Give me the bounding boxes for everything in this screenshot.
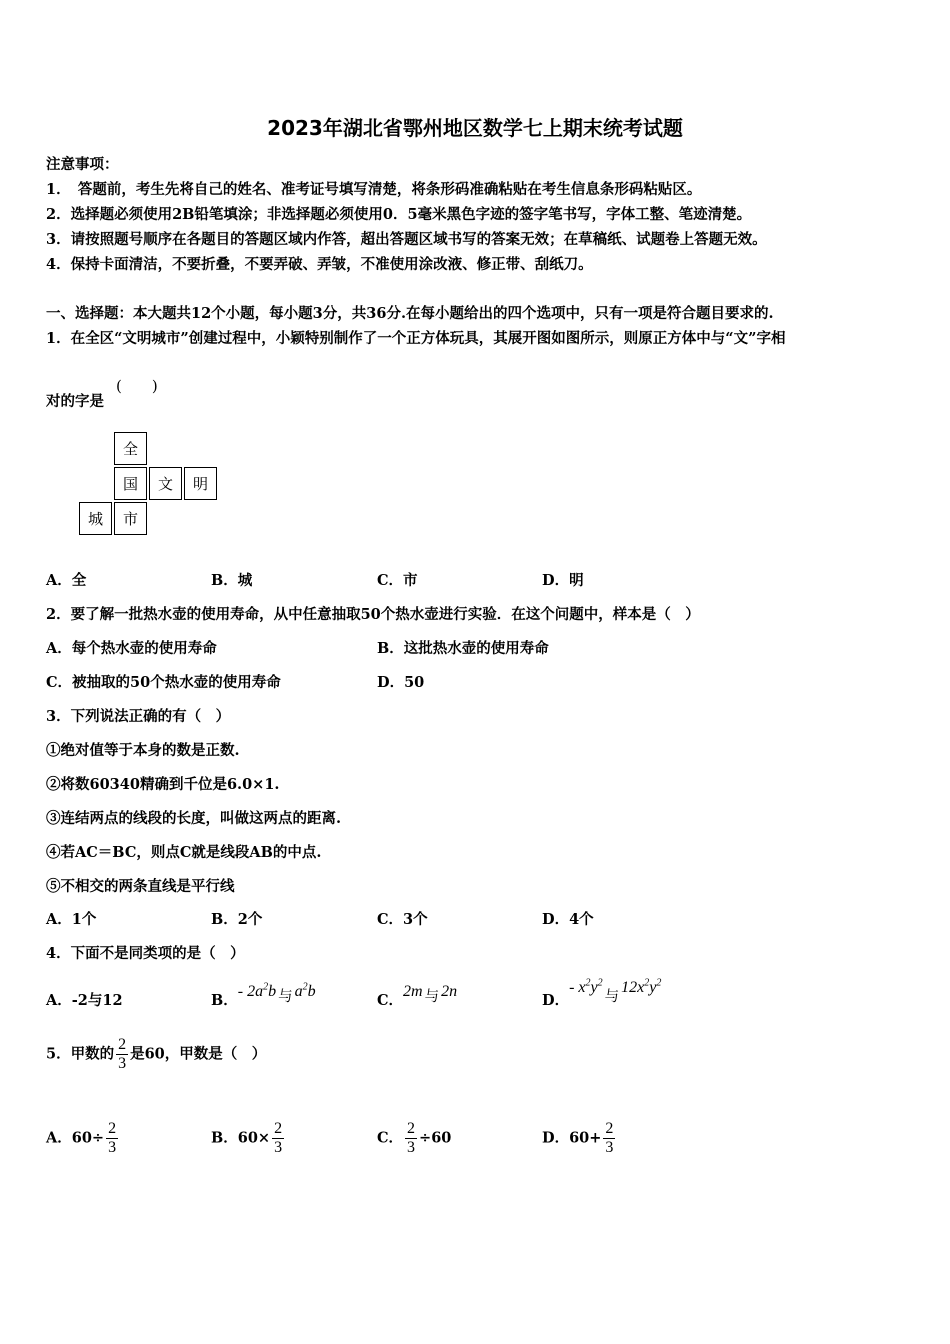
q2-option-b[interactable]: B．这批热水壶的使用寿命: [377, 640, 549, 657]
q1-stem: 1．在全区“文明城市”创建过程中，小颖特别制作了一个正方体玩具，其展开图如图所示，则原正方体中与“文”字相: [46, 330, 786, 347]
q3-stem: 3．下列说法正确的有（ ）: [46, 708, 231, 725]
q5-option-b[interactable]: [211, 1120, 286, 1157]
notice-item: 2．选择题必须使用2B铅笔填涂；非选择题必须使用0．5毫米黑色字迹的签字笔书写，字体工整、笔迹清楚。: [46, 206, 752, 223]
q2-option-c[interactable]: C．被抽取的50个热水壶的使用寿命: [46, 674, 281, 691]
math-expr: 2n: [441, 983, 458, 1000]
notice-item: 1． 答题前，考生先将自己的姓名、准考证号填写清楚，将条形码准确粘贴在考生信息条形码粘贴区。: [46, 181, 702, 198]
fraction: [603, 1120, 615, 1157]
q1-option-b[interactable]: B．城: [211, 572, 253, 589]
q2-stem: 2．要了解一批热水壶的使用寿命，从中任意抽取50个热水壶进行实验．在这个问题中，样本是（ ）: [46, 606, 700, 623]
q1-option-d[interactable]: D．明: [542, 572, 584, 589]
math-expr: y: [649, 979, 657, 996]
exponent: 2: [644, 977, 650, 989]
option-text: ÷60: [419, 1129, 452, 1147]
notice-item: 3．请按照题号顺序在各题目的答题区域内作答，超出答题区域书写的答案无效；在草稿纸、试题卷上答题无效。: [46, 231, 767, 248]
q3-option-b[interactable]: B．2个: [211, 911, 263, 928]
math-expr: y: [590, 979, 598, 996]
q5-option-d[interactable]: [542, 1120, 617, 1157]
net-cell: 市: [114, 502, 147, 535]
notice-item: 4．保持卡面清洁，不要折叠，不要弄破、弄皱，不准使用涂改液、修正带、刮纸刀。: [46, 256, 593, 273]
net-cell: 全: [114, 432, 147, 465]
fraction: [116, 1036, 128, 1073]
q4-option-b[interactable]: [211, 980, 316, 1009]
fraction-numerator: 2: [108, 1120, 117, 1137]
math-expr: - 2a: [237, 983, 264, 1000]
connector: 与: [278, 989, 293, 1005]
q3-statement: ⑤不相交的两条直线是平行线: [46, 878, 235, 895]
q1-option-a[interactable]: A．全: [46, 572, 87, 589]
q5-stem-suffix: 是60，甲数是（ ）: [130, 1045, 267, 1063]
q5-option-c[interactable]: [377, 1120, 451, 1157]
math-expr: 2m: [403, 983, 423, 1000]
q3-statement: ②将数60340精确到千位是6.0×1.: [46, 776, 280, 793]
connector: 与: [424, 989, 440, 1005]
notice-heading: 注意事项：: [46, 156, 119, 173]
fraction-numerator: 2: [605, 1120, 614, 1137]
q2-option-d[interactable]: D．50: [377, 674, 425, 691]
q5-stem-prefix: 5．甲数的: [46, 1045, 115, 1063]
math-expr: b: [307, 983, 316, 1000]
q4-stem: 4．下面不是同类项的是（ ）: [46, 945, 245, 962]
math-expr: - x: [569, 979, 586, 996]
exponent: 2: [302, 981, 308, 993]
option-label: C．: [377, 992, 404, 1009]
fraction: [106, 1120, 118, 1157]
q3-statement: ④若AC＝BC，则点C就是线段AB的中点.: [46, 844, 322, 861]
math-expr: b: [268, 983, 277, 1000]
q2-option-a[interactable]: A．每个热水壶的使用寿命: [46, 640, 217, 657]
q1-stem-continued: 对的字是: [46, 393, 104, 410]
q3-option-d[interactable]: D．4个: [542, 911, 594, 928]
fraction-denominator: 3: [108, 1139, 117, 1156]
q4-option-d[interactable]: [542, 976, 662, 1009]
page-title: 2023年湖北省鄂州地区数学七上期末统考试题: [267, 116, 683, 140]
exponent: 2: [656, 977, 662, 989]
fraction: [272, 1120, 284, 1157]
q1-option-c[interactable]: C．市: [377, 572, 418, 589]
q4-option-c[interactable]: [377, 980, 458, 1009]
math-expr: a: [294, 983, 303, 1000]
q4-option-a[interactable]: A．-2与12: [46, 992, 123, 1009]
q5-option-a[interactable]: [46, 1120, 120, 1157]
exponent: 2: [263, 981, 269, 993]
math-expr: 12x: [621, 979, 645, 996]
net-cell: 国: [114, 467, 147, 500]
fraction-numerator: 2: [274, 1120, 283, 1137]
option-text: D．60+: [542, 1129, 602, 1147]
fraction-denominator: 3: [274, 1139, 283, 1156]
net-cell: 明: [184, 467, 217, 500]
fraction-numerator: 2: [407, 1120, 416, 1137]
section-heading: 一、选择题：本大题共12个小题，每小题3分，共36分.在每小题给出的四个选项中，只有一项是符合题目要求的.: [46, 305, 774, 322]
q3-statement: ①绝对值等于本身的数是正数.: [46, 742, 240, 759]
fraction-numerator: 2: [118, 1036, 127, 1053]
q5-stem: [46, 1036, 266, 1073]
option-label: B．: [211, 992, 238, 1009]
option-text: A．60÷: [46, 1129, 105, 1147]
exponent: 2: [585, 977, 591, 989]
option-text: B．60×: [211, 1129, 271, 1147]
exponent: 2: [597, 977, 603, 989]
option-label: C．: [377, 1129, 404, 1147]
net-cell: 城: [79, 502, 112, 535]
connector: 与: [604, 989, 620, 1005]
q1-answer-paren: ( ): [116, 377, 158, 395]
fraction: [405, 1120, 417, 1157]
q3-option-a[interactable]: A．1个: [46, 911, 97, 928]
fraction-denominator: 3: [605, 1139, 614, 1156]
q3-statement: ③连结两点的线段的长度，叫做这两点的距离.: [46, 810, 342, 827]
fraction-denominator: 3: [407, 1139, 416, 1156]
net-cell: 文: [149, 467, 182, 500]
fraction-denominator: 3: [118, 1055, 127, 1072]
option-label: D．: [542, 992, 570, 1009]
q3-option-c[interactable]: C．3个: [377, 911, 428, 928]
